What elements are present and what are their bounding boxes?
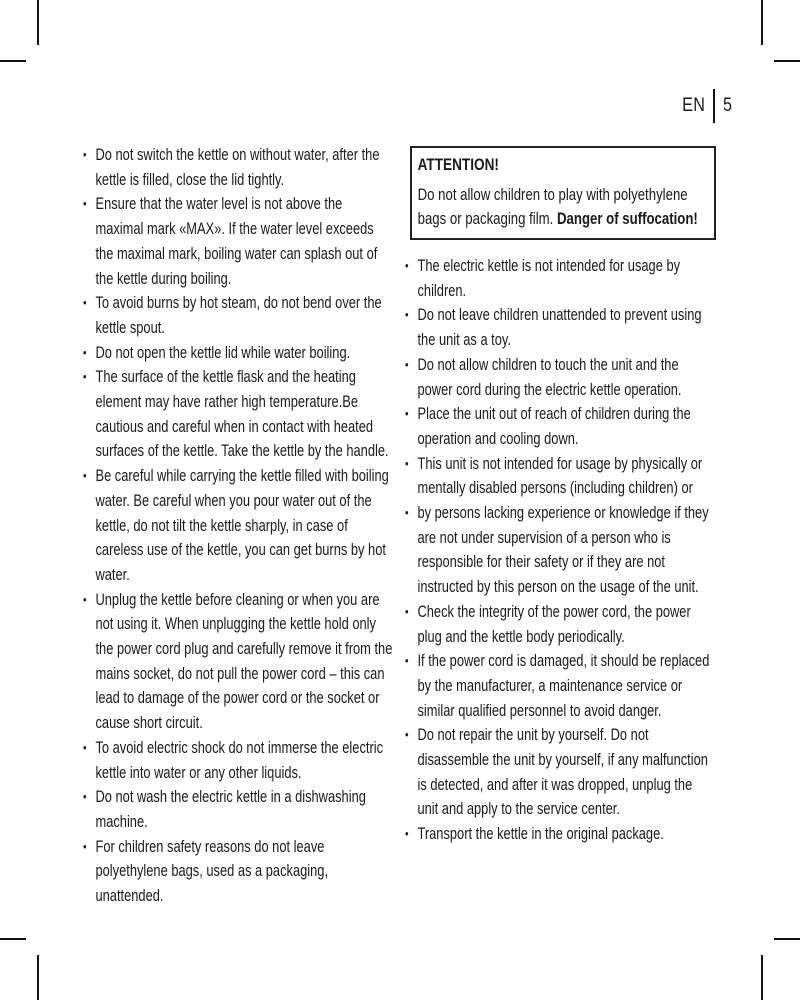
attention-body: Do not allow children to play with polyethylene bags or packaging film. <box>417 186 688 228</box>
list-item: • Be careful while carrying the kettle filled with boiling water. Be careful when you pour water out of the kettle, do not tilt the kettle sharply, in case of careless use of the kettle, you can get burns by hot water. <box>83 464 393 588</box>
list-item: • Do not switch the kettle on without water, after the kettle is filled, close the lid tightly. <box>83 143 393 192</box>
crop-mark-bottom-left-vertical <box>37 955 39 1000</box>
crop-mark-top-left-horizontal <box>0 60 26 62</box>
list-item: • To avoid burns by hot steam, do not bend over the kettle spout. <box>83 291 393 340</box>
right-column <box>405 254 800 847</box>
crop-mark-bottom-left-horizontal <box>0 938 26 940</box>
list-item: • To avoid electric shock do not immerse the electric kettle into water or any other liquids. <box>83 736 393 785</box>
list-item: • The surface of the kettle flask and the heating element may have rather high temperature.Be cautious and careful when in contact with heated surfaces of the kettle. Take the kettle by the handle. <box>83 365 393 464</box>
crop-mark-top-right-horizontal <box>774 60 800 62</box>
attention-text <box>418 183 714 231</box>
list-item: • Check the integrity of the power cord, the power plug and the kettle body periodically. <box>405 600 715 649</box>
list-item: • Ensure that the water level is not above the maximal mark «MAX». If the water level exceeds the maximal mark, boiling water can splash out of the kettle during boiling. <box>83 192 393 291</box>
list-item: • Do not leave children unattended to prevent using the unit as a toy. <box>405 303 715 352</box>
crop-mark-bottom-right-vertical <box>761 955 763 1000</box>
list-item: • The electric kettle is not intended for usage by children. <box>405 254 715 303</box>
crop-mark-top-left-vertical <box>37 0 39 45</box>
page-number: 5 <box>723 95 733 116</box>
list-item: • Transport the kettle in the original package. <box>405 822 715 847</box>
language-code: EN <box>682 95 706 116</box>
right-safety-list <box>405 254 800 847</box>
list-item: • This unit is not intended for usage by physically or mentally disabled persons (including children) or <box>405 452 715 501</box>
list-item: • Do not wash the electric kettle in a dishwashing machine. <box>83 785 393 834</box>
attention-box <box>410 146 716 240</box>
attention-title: ATTENTION! <box>417 155 499 174</box>
list-item: • For children safety reasons do not leave polyethylene bags, used as a packaging, unattended. <box>83 835 393 909</box>
list-item: • by persons lacking experience or knowledge if they are not under supervision of a person who is responsible for their safety or if they are not instructed by this person on the usage of the unit. <box>405 501 715 600</box>
crop-mark-bottom-right-horizontal <box>774 938 800 940</box>
list-item: • Do not repair the unit by yourself. Do not disassemble the unit by yourself, if any malfunction is detected, and after it was dropped, unplug the unit and apply to the service center. <box>405 723 715 822</box>
page-header <box>678 90 734 122</box>
list-item: • Do not allow children to touch the unit and the power cord during the electric kettle operation. <box>405 353 715 402</box>
list-item: • Do not open the kettle lid while water boiling. <box>83 341 393 366</box>
attention-emphasis: Danger of suffocation! <box>557 210 698 228</box>
header-separator <box>713 89 715 123</box>
crop-mark-top-right-vertical <box>761 0 763 45</box>
list-item: • Unplug the kettle before cleaning or when you are not using it. When unplugging the kettle hold only the power cord plug and carefully remove it from the mains socket, do not pull the power cord – this can lead to damage of the power cord or the socket or cause short circuit. <box>83 588 393 736</box>
list-item: • If the power cord is damaged, it should be replaced by the manufacturer, a maintenance service or similar qualified personnel to avoid danger. <box>405 649 715 723</box>
list-item: • Place the unit out of reach of children during the operation and cooling down. <box>405 402 715 451</box>
